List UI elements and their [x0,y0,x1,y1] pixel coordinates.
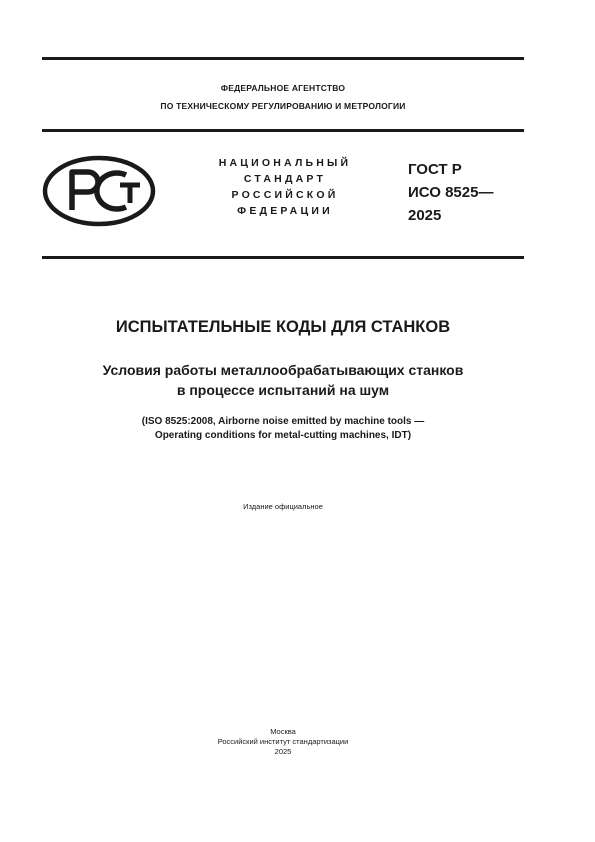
rst-certification-mark-icon [42,155,156,227]
imprint [42,727,524,757]
national-line-1: НАЦИОНАЛЬНЫЙ [218,157,352,169]
agency-line-1: ФЕДЕРАЛЬНОЕ АГЕНТСТВО [220,83,346,93]
agency-line-2: ПО ТЕХНИЧЕСКОМУ РЕГУЛИРОВАНИЮ И МЕТРОЛОГИИ [160,101,406,111]
header-rule [42,129,524,132]
original-line-2: Operating conditions for metal-cutting machines, IDT) [154,430,412,441]
original-line-1: (ISO 8525:2008, Airborne noise emitted by machine tools — [141,416,425,427]
national-standard-label [190,155,380,219]
top-rule [42,57,524,60]
designation-line-2: ИСО 8525— [408,184,494,201]
document-subtitle [42,360,524,400]
designation-line-1: ГОСТ Р [408,161,462,178]
imprint-year: 2025 [274,747,292,756]
national-line-3: РОССИЙСКОЙ [231,189,339,201]
standard-designation [408,158,493,227]
subtitle-line-1: Условия работы металлообрабатывающих станков [102,362,464,378]
national-line-4: ФЕДЕРАЦИИ [237,205,333,217]
document-title: ИСПЫТАТЕЛЬНЫЕ КОДЫ ДЛЯ СТАНКОВ [115,318,451,336]
designation-line-3: 2025 [408,207,442,224]
edition-label: Издание официальное [243,502,323,511]
rst-logo [42,155,156,227]
imprint-city: Москва [270,727,296,736]
imprint-publisher: Российский институт стандартизации [217,737,349,746]
subtitle-line-2: в процессе испытаний на шум [176,382,390,398]
middle-rule [42,256,524,259]
national-line-2: СТАНДАРТ [243,173,327,185]
original-standard-reference [42,415,524,443]
